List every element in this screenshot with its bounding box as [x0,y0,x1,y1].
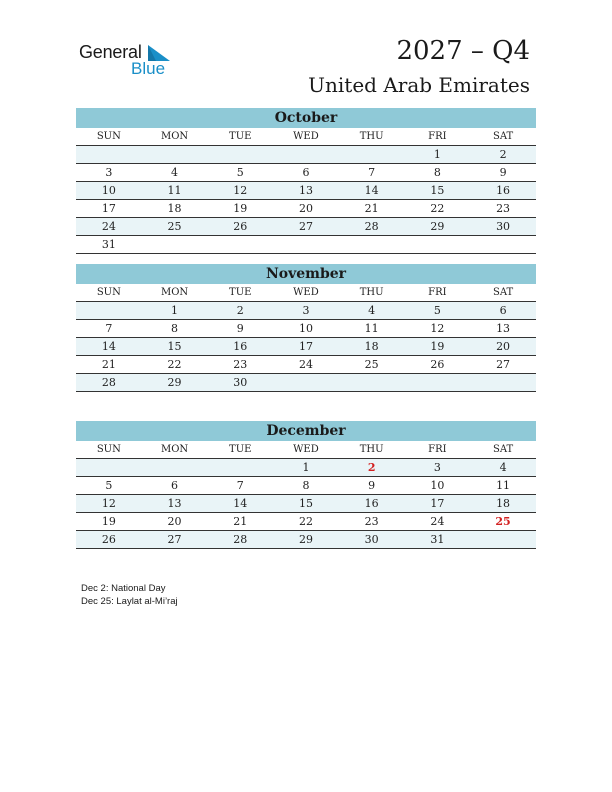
empty-day-cell [76,302,142,319]
weekday-label: TUE [229,131,252,142]
day-cell: 23 [496,202,511,215]
day-cell: 10 [101,184,116,197]
day-cell: 22 [298,515,313,528]
empty-day-cell [142,146,208,163]
weekday-header-row [76,441,536,459]
day-cell: 9 [499,166,507,179]
week-row [76,477,536,495]
day-cell: 10 [430,479,445,492]
day-cell: 2 [499,148,507,161]
month-header: October [76,108,536,128]
empty-day-cell [207,549,273,566]
week-row [76,374,536,392]
weekday-header-row [76,284,536,302]
day-cell: 12 [233,184,248,197]
day-cell: 4 [499,461,507,474]
day-cell: 20 [167,515,182,528]
month-november [76,264,536,409]
day-cell: 11 [496,479,511,492]
day-cell: 21 [364,202,379,215]
weekday-label: SAT [492,287,514,298]
day-cell: 24 [101,220,116,233]
day-cell: 17 [430,497,445,510]
day-cell: 28 [364,220,379,233]
weekday-label: SAT [492,444,514,455]
empty-day-cell [207,236,273,253]
week-row [76,164,536,182]
empty-day-cell [470,549,536,566]
week-row [76,356,536,374]
empty-day-cell [273,392,339,409]
day-cell: 23 [364,515,379,528]
empty-day-cell [207,392,273,409]
day-cell: 25 [364,358,379,371]
day-cell: 27 [167,533,182,546]
day-cell: 17 [101,202,116,215]
day-cell: 1 [302,461,310,474]
empty-day-cell [76,392,142,409]
empty-day-cell [207,146,273,163]
weekday-label: SUN [96,444,121,455]
day-cell: 25 [495,515,511,528]
week-row [76,146,536,164]
day-cell: 12 [430,322,445,335]
day-cell: 11 [364,322,379,335]
day-cell: 5 [433,304,441,317]
month-header: December [76,421,536,441]
empty-day-cell [142,459,208,476]
empty-day-cell [470,374,536,391]
empty-day-cell [339,392,405,409]
weekday-label: MON [160,131,189,142]
holiday-note: Dec 25: Laylat al-Mi’raj [81,596,178,607]
day-cell: 30 [364,533,379,546]
empty-day-cell [76,146,142,163]
day-cell: 6 [302,166,310,179]
day-cell: 22 [430,202,445,215]
week-row [76,182,536,200]
empty-day-cell [76,459,142,476]
day-cell: 6 [171,479,179,492]
day-cell: 15 [430,184,445,197]
weekday-label: WED [293,444,319,455]
month-header: November [76,264,536,284]
day-cell: 26 [101,533,116,546]
day-cell: 18 [496,497,511,510]
day-cell: 4 [171,166,179,179]
day-cell: 3 [105,166,113,179]
page-title: 2027 – Q4 [396,36,530,66]
generalblue-logo [79,42,179,82]
week-row [76,392,536,409]
day-cell: 28 [233,533,248,546]
weekday-label: SAT [492,131,514,142]
empty-day-cell [339,146,405,163]
day-cell: 19 [101,515,116,528]
day-cell: 11 [167,184,182,197]
day-cell: 7 [236,479,244,492]
weekday-label: SUN [96,287,121,298]
day-cell: 4 [368,304,376,317]
week-row [76,302,536,320]
weekday-label: THU [359,444,384,455]
day-cell: 30 [496,220,511,233]
week-row [76,549,536,566]
day-cell: 20 [298,202,313,215]
week-row [76,459,536,477]
empty-day-cell [273,236,339,253]
day-cell: 9 [368,479,376,492]
weekday-label: WED [293,131,319,142]
day-cell: 26 [233,220,248,233]
day-cell: 21 [233,515,248,528]
empty-day-cell [470,236,536,253]
day-cell: 14 [101,340,116,353]
weekday-label: SUN [96,131,121,142]
weekday-label: TUE [229,287,252,298]
empty-day-cell [207,459,273,476]
day-cell: 14 [364,184,379,197]
holiday-notes [81,582,178,608]
week-row [76,495,536,513]
day-cell: 29 [430,220,445,233]
week-row [76,200,536,218]
day-cell: 24 [298,358,313,371]
day-cell: 23 [233,358,248,371]
day-cell: 19 [430,340,445,353]
weekday-label: THU [359,131,384,142]
empty-day-cell [273,549,339,566]
empty-day-cell [470,531,536,548]
day-cell: 31 [430,533,445,546]
day-cell: 1 [171,304,179,317]
day-cell: 21 [101,358,116,371]
day-cell: 18 [167,202,182,215]
weekday-label: THU [359,287,384,298]
empty-day-cell [339,374,405,391]
day-cell: 16 [364,497,379,510]
weekday-label: FRI [428,444,447,455]
day-cell: 15 [298,497,313,510]
day-cell: 17 [298,340,313,353]
day-cell: 18 [364,340,379,353]
day-cell: 13 [298,184,313,197]
holiday-note: Dec 2: National Day [81,583,166,594]
day-cell: 29 [167,376,182,389]
weekday-label: MON [160,444,189,455]
day-cell: 3 [433,461,441,474]
month-december [76,421,536,566]
day-cell: 8 [302,479,310,492]
empty-day-cell [142,236,208,253]
day-cell: 19 [233,202,248,215]
day-cell: 31 [101,238,116,251]
weekday-header-row [76,128,536,146]
empty-day-cell [142,549,208,566]
empty-day-cell [405,549,471,566]
logo-text-blue: Blue [131,59,166,78]
day-cell: 9 [236,322,244,335]
day-cell: 8 [433,166,441,179]
day-cell: 16 [233,340,248,353]
week-row [76,218,536,236]
weekday-label: MON [160,287,189,298]
day-cell: 3 [302,304,310,317]
empty-day-cell [470,392,536,409]
week-row [76,531,536,549]
day-cell: 5 [105,479,113,492]
empty-day-cell [405,392,471,409]
day-cell: 7 [368,166,376,179]
empty-day-cell [273,146,339,163]
empty-day-cell [405,236,471,253]
day-cell: 2 [367,461,376,474]
day-cell: 6 [499,304,507,317]
day-cell: 10 [298,322,313,335]
day-cell: 15 [167,340,182,353]
country-title: United Arab Emirates [308,73,530,97]
day-cell: 2 [236,304,244,317]
month-october [76,108,536,254]
empty-day-cell [76,549,142,566]
day-cell: 1 [433,148,441,161]
day-cell: 7 [105,322,113,335]
day-cell: 22 [167,358,182,371]
day-cell: 13 [167,497,182,510]
day-cell: 16 [496,184,511,197]
day-cell: 20 [496,340,511,353]
week-row [76,513,536,531]
weekday-label: FRI [428,131,447,142]
week-row [76,338,536,356]
weekday-label: WED [293,287,319,298]
empty-day-cell [339,549,405,566]
day-cell: 25 [167,220,182,233]
day-cell: 29 [298,533,313,546]
empty-day-cell [405,374,471,391]
logo-text-general: General [79,42,142,62]
day-cell: 30 [233,376,248,389]
week-row [76,320,536,338]
day-cell: 12 [101,497,116,510]
day-cell: 24 [430,515,445,528]
day-cell: 28 [101,376,116,389]
day-cell: 27 [496,358,511,371]
empty-day-cell [273,374,339,391]
day-cell: 27 [298,220,313,233]
day-cell: 14 [233,497,248,510]
weekday-label: FRI [428,287,447,298]
day-cell: 8 [171,322,179,335]
day-cell: 26 [430,358,445,371]
empty-day-cell [142,392,208,409]
weekday-label: TUE [229,444,252,455]
empty-day-cell [339,236,405,253]
day-cell: 5 [236,166,244,179]
day-cell: 13 [496,322,511,335]
week-row [76,236,536,254]
